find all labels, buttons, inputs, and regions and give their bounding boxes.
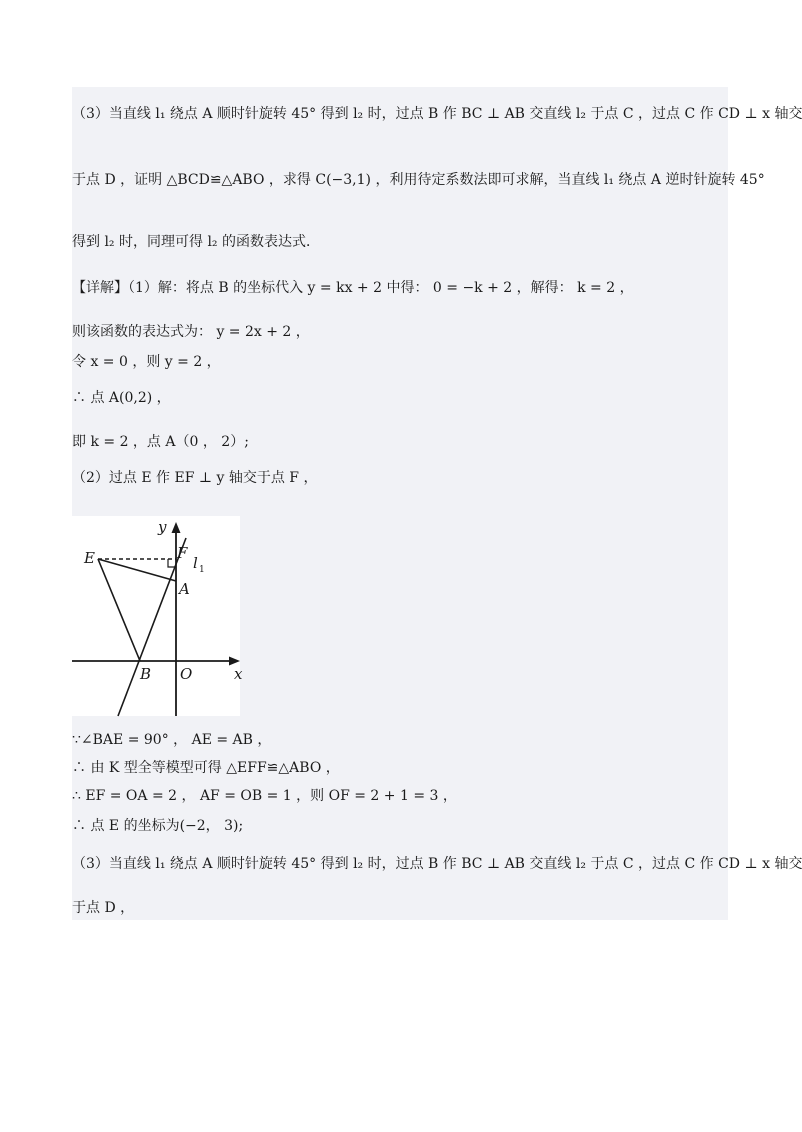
geometry-figure [72,516,243,716]
text-line-10: ∵∠BAE = 90° ， AE = AB ， [72,732,272,748]
text-line-2: 于点 D ，证明 △BCD≌△ABO ，求得 C(−3,1) ，利用待定系数法即可求解，当直线 l₁ 绕点 A 逆时针旋转 45° [72,172,765,188]
text-line-15: 于点 D ， [72,900,135,916]
label-l1: l [193,554,198,572]
text-line-1: （3）当直线 l₁ 绕点 A 顺时针旋转 45° 得到 l₂ 时，过点 B 作 BC ⊥ AB 交直线 l₂ 于点 C ，过点 C 作 CD ⊥ x 轴交 [72,106,802,122]
label-F: F [177,544,188,562]
text-line-5: 则该函数的表达式为： y = 2x + 2 ， [72,324,310,340]
text-line-7: ∴ 点 A(0,2) ， [72,390,171,406]
text-line-13: ∴ 点 E 的坐标为(−2， 3); [72,818,244,834]
text-line-4: 【详解】（1）解：将点 B 的坐标代入 y = kx + 2 中得： 0 = −k + 2 ，解得： k = 2 ， [72,280,634,296]
text-line-6: 令 x = 0 ，则 y = 2 ， [72,354,221,370]
text-line-14: （3）当直线 l₁ 绕点 A 顺时针旋转 45° 得到 l₂ 时，过点 B 作 BC ⊥ AB 交直线 l₂ 于点 C ，过点 C 作 CD ⊥ x 轴交 [72,856,802,872]
text-line-3: 得到 l₂ 时，同理可得 l₂ 的函数表达式． [72,234,320,250]
label-B: B [140,665,152,683]
segment-EA [98,559,176,581]
label-O: O [180,665,193,683]
text-line-9: （2）过点 E 作 EF ⊥ y 轴交于点 F ， [72,470,318,486]
coordinate-diagram [72,516,243,716]
label-l1-subscript: 1 [199,565,205,575]
text-line-12: ∴ EF = OA = 2 ， AF = OB = 1 ，则 OF = 2 + 1 = 3 ， [72,788,457,804]
y-axis-arrow [172,522,181,533]
label-x: x [234,665,243,683]
text-line-11: ∴ 由 K 型全等模型可得 △EFF≌△ABO ， [72,760,340,776]
label-y: y [158,518,167,536]
label-A: A [179,580,190,598]
label-E: E [84,549,95,567]
segment-EB [98,559,140,661]
text-line-8: 即 k = 2 ，点 A（0 ， 2）; [72,434,249,450]
